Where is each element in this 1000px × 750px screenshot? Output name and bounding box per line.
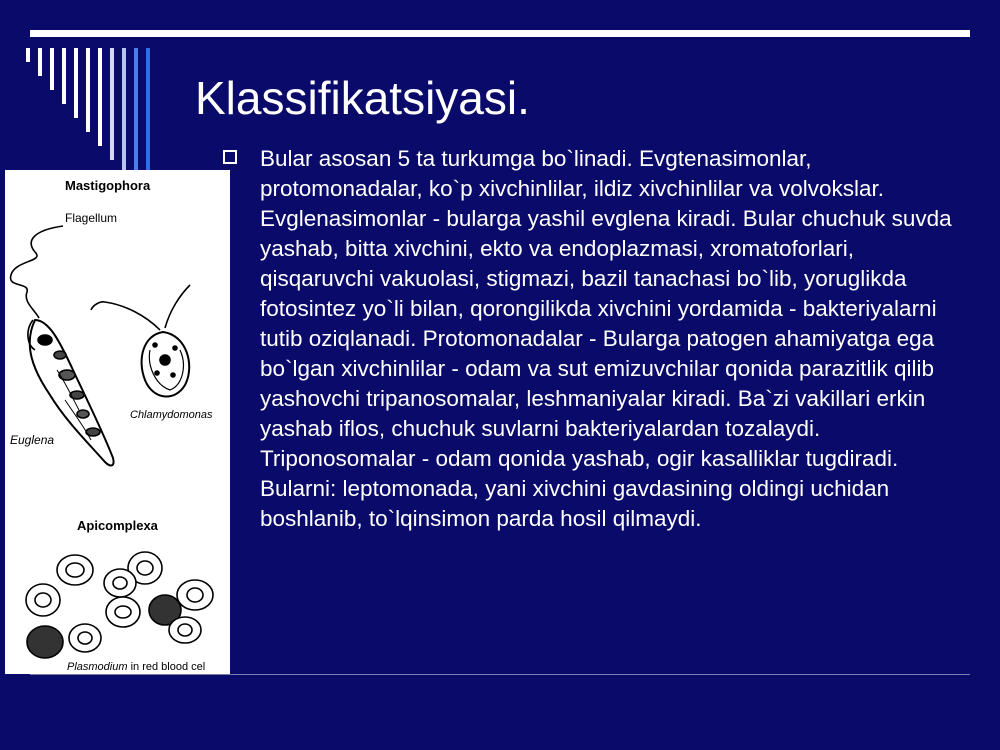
slide-paragraph: Bular asosan 5 ta turkumga bo`linadi. Evgtenasimonlar, protomonadalar, ko`p xivchinlilar, ildiz xivchinlilar va volvokslar. Evglenasimonlar - bularga yashil evglena kiradi. Bular chuchuk suvda yashab, bitta xivchini, ekto va endoplazmasi, xromatoforlari, qisqaruvchi vakuolasi, stigmazi, bazil tanachasi bo`lib, yoruglikda fotosintez yo`li bilan, qorongilikda xivchini yordamida - bakteriyalarni tutib oziqlanadi. Protomonadalar - Bularga patogen ahamiyatga ega bo`lgan xivchinlilar - odam va sut emizuvchilar qonida parazitlik qilib yashovchi tripanosomalar, leshmaniyalar kiradi. Ba`zi vakillari erkin yashab iflos, chuchuk suvlarni bakteriyalardan tozalaydi. Triponosomalar - odam qonida yashab, ogir kasalliklar tugdiradi. Bularni: leptomonada, yani xivchini gavdasining oldingi uchidan boshlanib, to`lqinsimon parda hosil qilmaydi. — [260, 146, 952, 531]
plasmodium-name: Plasmodium — [67, 661, 128, 673]
figure-heading-apicomplexa: Apicomplexa — [77, 518, 158, 533]
figure-heading-mastigophora: Mastigophora — [65, 178, 151, 193]
chlamydomonas-drawing — [91, 285, 190, 396]
red-blood-cells-drawing — [26, 552, 213, 658]
protozoa-figure — [5, 170, 230, 674]
bottom-rule — [30, 674, 970, 675]
figure-label-plasmodium — [67, 661, 205, 673]
figure-label-chlamydomonas: Chlamydomonas — [130, 409, 213, 421]
slide-title: Klassifikatsiyasi. — [195, 72, 530, 124]
euglena-drawing — [11, 226, 114, 465]
figure-label-euglena: Euglena — [10, 433, 55, 447]
figure-label-flagellum: Flagellum — [65, 211, 118, 225]
top-rule — [30, 30, 970, 37]
plasmodium-caption: in red blood cel — [127, 661, 206, 673]
bullet-square-icon — [223, 150, 237, 164]
